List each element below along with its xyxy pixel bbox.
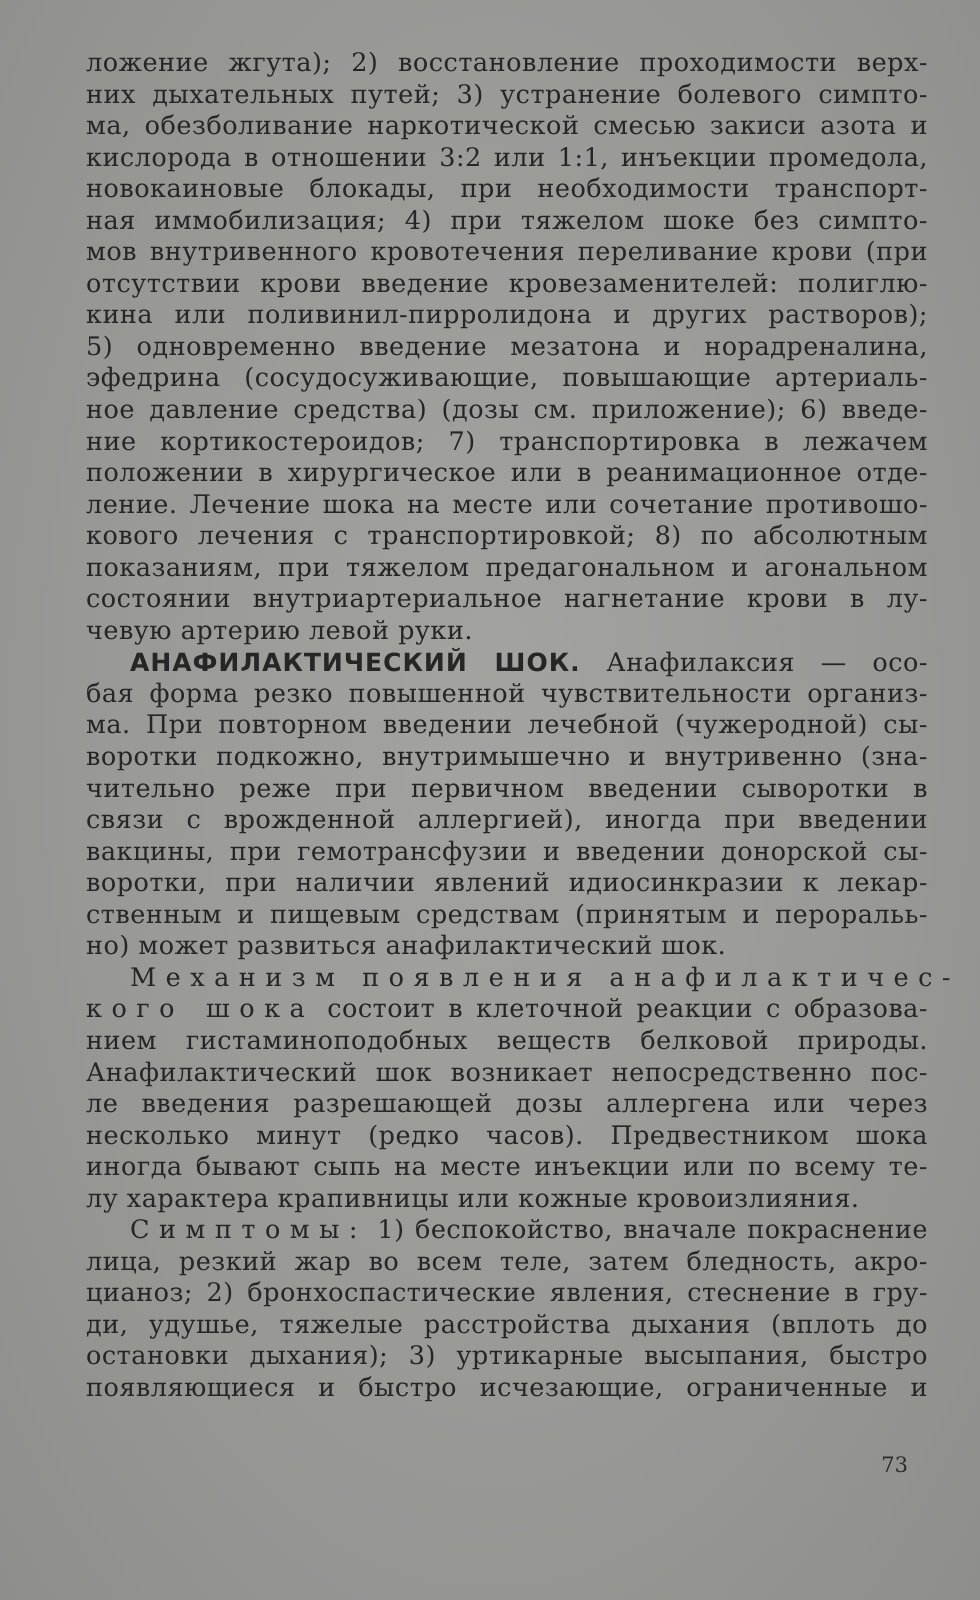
text-line: несколько минут (редко часов). Предвестником шока xyxy=(86,1120,928,1151)
text-line: ная иммобилизация; 4) при тяжелом шоке без симпто- xyxy=(86,205,928,236)
text-line: ма, обезболивание наркотической смесью закиси азота и xyxy=(86,111,928,142)
text-line: 5) одновременно введение мезатона и норадреналина, xyxy=(86,331,928,362)
text-line: ма. При повторном введении лечебной (чужеродной) сы- xyxy=(86,710,928,741)
text-line: ложение жгута); 2) восстановление проходимости верх- xyxy=(86,48,928,78)
text-line: чительно реже при первичном введении сыворотки в xyxy=(86,773,928,804)
symptoms-first-line xyxy=(86,1215,928,1247)
text-line: отсутствии крови введение кровезаменителей: полиглю- xyxy=(86,268,928,299)
text-line: ление. Лечение шока на месте или сочетание противошо- xyxy=(86,489,928,520)
text-line: мов внутривенного кровотечения переливание крови (при xyxy=(86,237,928,268)
text-line: цианоз; 2) бронхоспастические явления, стеснение в гру- xyxy=(86,1278,928,1309)
emphasized-term: кого шока xyxy=(86,994,315,1025)
text-line: кина или поливинил-пирролидона и других растворов); xyxy=(86,300,928,331)
text-fragment: Анафилаксия — осо- xyxy=(606,648,929,679)
text-line: ди, удушье, тяжелые расстройства дыхания (вплоть до xyxy=(86,1309,928,1340)
section-heading: АНАФИЛАКТИЧЕСКИЙ ШОК. xyxy=(130,648,581,678)
text-line: нием гистаминоподобных веществ белковой природы. xyxy=(86,1025,928,1056)
text-line: иногда бывают сыпь на месте инъекции или по всему те- xyxy=(86,1152,928,1183)
text-line: воротки подкожно, внутримышечно и внутривенно (зна- xyxy=(86,742,928,773)
text-line: ле введения разрешающей дозы аллергена или через xyxy=(86,1089,928,1120)
text-fragment: 1) беспокойство, вначале покраснение xyxy=(377,1215,928,1246)
text-line: кового лечения с транспортировкой; 8) по абсолютным xyxy=(86,521,928,552)
mechanism-subheading: Механизм появления анафилактичес- xyxy=(130,962,961,993)
text-line: эфедрина (сосудосуживающие, повышающие артериаль- xyxy=(86,363,928,394)
text-line: лица, резкий жар во всем теле, затем бледность, акро- xyxy=(86,1246,928,1277)
text-line: но) может развиться анафилактический шок. xyxy=(86,931,727,962)
page-number: 73 xyxy=(881,1453,908,1477)
text-line: показаниям, при тяжелом предагональном и агональном xyxy=(86,552,928,583)
emphasized-term: Симптомы: xyxy=(130,1215,368,1246)
text-fragment: состоит в клеточной реакции с образова- xyxy=(327,994,928,1025)
text-line: воротки, при наличии явлений идиосинкразии к лекар- xyxy=(86,868,928,899)
text-line: чевую артерию левой руки. xyxy=(86,615,473,646)
text-line: лу характера крапивницы или кожные кровоизлияния. xyxy=(86,1183,860,1214)
text-line: связи с врожденной аллергией), иногда при введении xyxy=(86,805,928,836)
text-line: ное давление средства) (дозы см. приложение); 6) введе- xyxy=(86,395,928,426)
mechanism-first-line xyxy=(86,994,928,1026)
text-line: состоянии внутриартериальное нагнетание крови в лу- xyxy=(86,584,928,615)
text-line: них дыхательных путей; 3) устранение болевого симпто- xyxy=(86,79,928,110)
text-line: новокаиновые блокады, при необходимости транспорт- xyxy=(86,174,928,205)
text-line: вакцины, при гемотрансфузии и введении донорской сы- xyxy=(86,836,928,867)
text-line: кислорода в отношении 3:2 или 1:1, инъекции промедола, xyxy=(86,142,928,173)
page-body-text xyxy=(86,48,961,1405)
anaphylaxis-first-line xyxy=(86,647,928,679)
text-line: положении в хирургическое или в реанимационное отде- xyxy=(86,458,928,489)
text-line: ние кортикостероидов; 7) транспортировка в лежачем xyxy=(86,426,928,457)
text-line: Анафилактический шок возникает непосредственно пос- xyxy=(86,1057,928,1088)
text-line: появляющиеся и быстро исчезающие, ограниченные и xyxy=(86,1372,928,1403)
text-line: бая форма резко повышенной чувствительности организ- xyxy=(86,678,928,709)
text-line: ственным и пищевым средствам (принятым и пероральь- xyxy=(86,899,928,930)
text-line: остановки дыхания); 3) уртикарные высыпания, быстро xyxy=(86,1341,928,1372)
